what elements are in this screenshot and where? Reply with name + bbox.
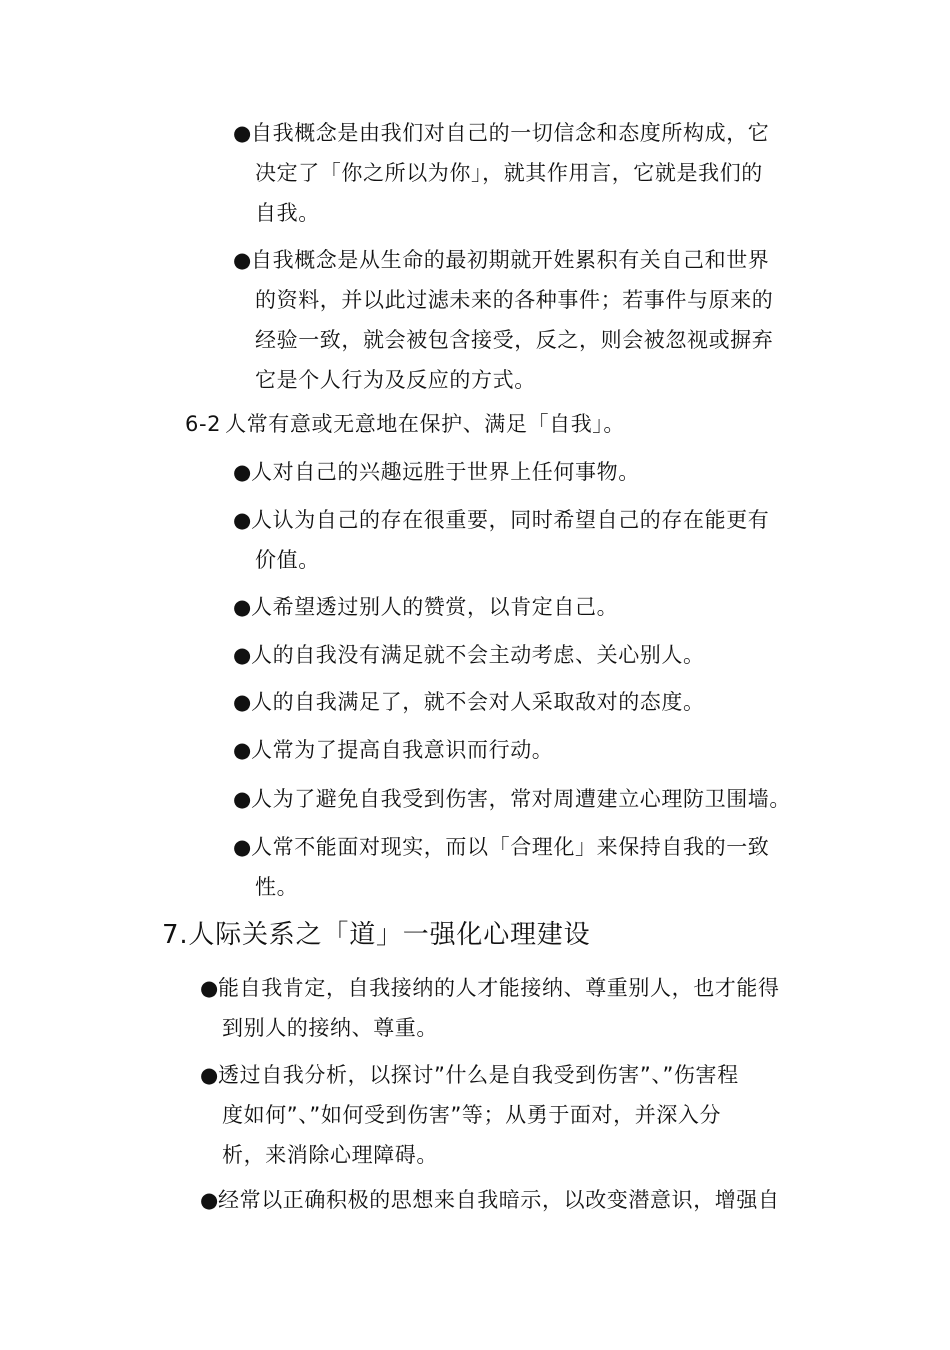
list-item-line: 到别人的接纳、尊重。 <box>222 1016 438 1040</box>
subsection-number: 6-2 <box>185 412 222 436</box>
list-item-line: ●人常为了提高自我意识而行动。 <box>233 730 833 770</box>
list-item-line: ●人的自我满足了，就不会对人采取敌对的态度。 <box>233 682 833 722</box>
list-item-line: ●人为了避免自我受到伤害，常对周遭建立心理防卫围墙。 <box>233 779 833 819</box>
list-item <box>233 113 833 233</box>
list-item <box>233 240 833 400</box>
bullet-icon: ● <box>233 248 252 272</box>
list-item <box>200 1055 820 1175</box>
list-item-line: 自我。 <box>255 201 320 225</box>
bullet-icon: ● <box>200 1188 219 1212</box>
list-item <box>233 730 833 770</box>
list-item <box>200 1180 820 1220</box>
list-item-line: ●自我概念是由我们对自己的一切信念和态度所构成，它 <box>233 113 833 153</box>
list-item <box>233 682 833 722</box>
list-item-line: ●能自我肯定，自我接纳的人才能接纳、尊重别人，也才能得 <box>200 968 820 1008</box>
list-item-line: ●人认为自己的存在很重要，同时希望自己的存在能更有 <box>233 500 833 540</box>
bullet-icon: ● <box>233 460 252 484</box>
subsection-heading <box>185 404 625 444</box>
list-item <box>200 968 820 1048</box>
list-item-line: ●透过自我分析，以探讨”什么是自我受到伤害”、”伤害程 <box>200 1055 820 1095</box>
bullet-icon: ● <box>233 835 252 859</box>
list-item-line: ●自我概念是从生命的最初期就开姓累积有关自己和世界 <box>233 240 833 280</box>
list-item <box>233 827 833 907</box>
list-item-line: ●人常不能面对现实，而以「合理化」来保持自我的一致 <box>233 827 833 867</box>
list-item-line: 的资料，并以此过滤未来的各种事件；若事件与原来的 <box>255 288 774 312</box>
bullet-icon: ● <box>233 690 252 714</box>
list-item-line: 度如何”、”如何受到伤害”等；从勇于面对，并深入分 <box>222 1103 722 1127</box>
list-item-line: 析，来消除心理障碍。 <box>222 1143 438 1167</box>
list-item-line: ●人对自己的兴趣远胜于世界上任何事物。 <box>233 452 833 492</box>
list-item-line: ●人希望透过别人的赞赏，以肯定自己。 <box>233 587 833 627</box>
bullet-icon: ● <box>200 1063 219 1087</box>
list-item-line: 它是个人行为及反应的方式。 <box>255 368 536 392</box>
list-item <box>233 452 833 492</box>
bullet-icon: ● <box>233 508 252 532</box>
list-item <box>233 635 833 675</box>
list-item-line: 性。 <box>255 875 299 899</box>
list-item-line: ●人的自我没有满足就不会主动考虑、关心别人。 <box>233 635 833 675</box>
bullet-icon: ● <box>233 738 252 762</box>
bullet-icon: ● <box>233 787 252 811</box>
bullet-icon: ● <box>233 121 252 145</box>
list-item-line: ●经常以正确积极的思想来自我暗示，以改变潜意识，增强自 <box>200 1180 820 1220</box>
bullet-icon: ● <box>200 976 219 1000</box>
subsection-title: 人常有意或无意地在保护、满足「自我」。 <box>225 412 626 436</box>
bullet-icon: ● <box>233 643 252 667</box>
list-item <box>233 587 833 627</box>
section-heading: 7.人际关系之「道」一强化心理建设 <box>162 920 591 950</box>
list-item-line: 价值。 <box>255 548 320 572</box>
list-item-line: 经验一致，就会被包含接受，反之，则会被忽视或摒弃 <box>255 328 774 352</box>
list-item <box>233 500 833 580</box>
bullet-icon: ● <box>233 595 252 619</box>
list-item-line: 决定了「你之所以为你」，就其作用言，它就是我们的 <box>255 161 763 185</box>
list-item <box>233 779 833 819</box>
